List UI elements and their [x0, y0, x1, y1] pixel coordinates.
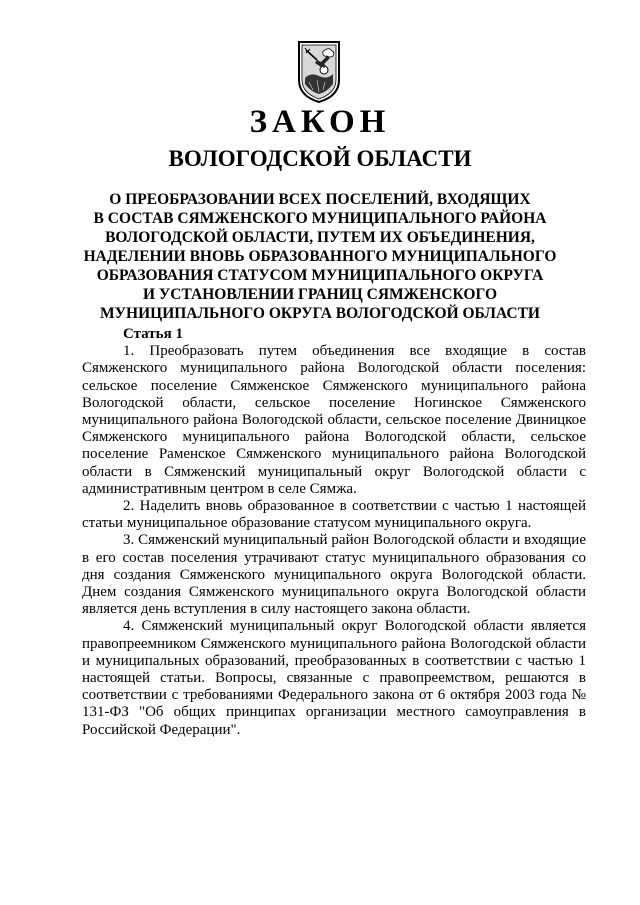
document-title: ЗАКОН	[249, 104, 391, 140]
law-name-line: МУНИЦИПАЛЬНОГО ОКРУГА ВОЛОГОДСКОЙ ОБЛАСТИ	[100, 305, 540, 322]
document-region: ВОЛОГОДСКОЙ ОБЛАСТИ	[168, 146, 472, 171]
law-name-line: ВОЛОГОДСКОЙ ОБЛАСТИ, ПУТЕМ ИХ ОБЪЕДИНЕНИЯ,	[105, 229, 535, 246]
article-heading: Статья 1	[123, 326, 183, 342]
article-paragraph: 1. Преобразовать путем объединения все входящие в состав Сямженского муниципального района Вологодской области поселения: сельское поселение Сямженское Сямженского муниципального района Вологодской области, сельское поселение Ногинское Сямженского муниципального района Вологодской области, сельское поселение Двиницкое Сямженского муниципального района Вологодской области, сельское поселение Раменское Сямженского муниципального района Вологодской области в Сямженский муниципальный округ Вологодской области с административным центром в селе Сямжа.	[82, 343, 586, 497]
law-name-line: НАДЕЛЕНИИ ВНОВЬ ОБРАЗОВАННОГО МУНИЦИПАЛЬНОГО	[83, 248, 557, 265]
law-name	[80, 190, 560, 323]
article-body	[82, 326, 586, 739]
article-paragraph: 3. Сямженский муниципальный район Вологодской области и входящие в его состав поселения утрачивают статус муниципального образования со дня создания Сямженского муниципального округа Вологодской области. Днем создания Сямженского муниципального округа Вологодской области является день вступления в силу настоящего закона области.	[82, 532, 586, 618]
article-paragraph: 4. Сямженский муниципальный округ Вологодской области является правопреемником Сямженского муниципального района Вологодской области и муниципальных образований, преобразованных в соответствии с частью 1 настоящей статьи. Вопросы, связанные с правопреемством, решаются в соответствии с требованиями Федерального закона от 6 октября 2003 года № 131-ФЗ "Об общих принципах организации местного самоуправления в Российской Федерации".	[82, 618, 586, 738]
law-name-line: И УСТАНОВЛЕНИИ ГРАНИЦ СЯМЖЕНСКОГО	[142, 286, 497, 303]
law-name-line: В СОСТАВ СЯМЖЕНСКОГО МУНИЦИПАЛЬНОГО РАЙОНА	[93, 210, 547, 227]
law-name-line: ОБРАЗОВАНИЯ СТАТУСОМ МУНИЦИПАЛЬНОГО ОКРУГА	[96, 267, 544, 284]
article-paragraph: 2. Наделить вновь образованное в соответствии с частью 1 настоящей статьи муниципальное образование статусом муниципального округа.	[82, 498, 586, 532]
vologda-coat-of-arms-icon	[297, 40, 341, 104]
law-name-line: О ПРЕОБРАЗОВАНИИ ВСЕХ ПОСЕЛЕНИЙ, ВХОДЯЩИХ	[109, 191, 531, 208]
